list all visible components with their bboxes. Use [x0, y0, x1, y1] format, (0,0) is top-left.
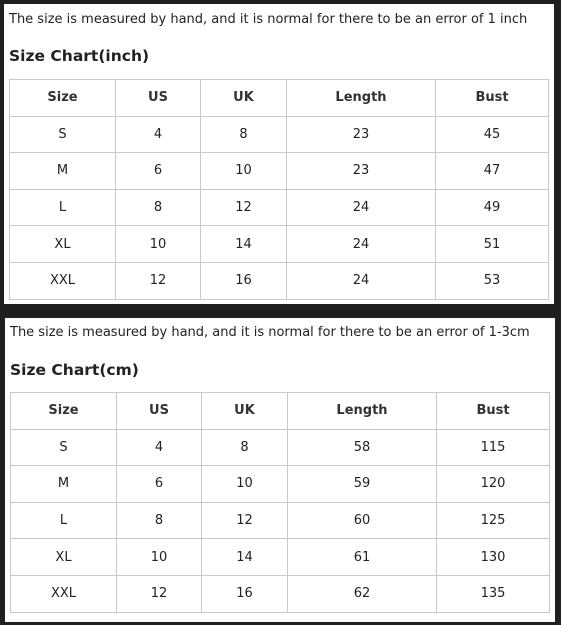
cell-size: M	[11, 466, 117, 503]
cell-length: 24	[287, 189, 436, 226]
cell-uk: 12	[201, 189, 287, 226]
table-header-row	[10, 80, 549, 117]
cell-us: 8	[117, 502, 202, 539]
header-length: Length	[288, 393, 437, 430]
table-row	[11, 539, 550, 576]
header-size: Size	[10, 80, 116, 117]
header-uk: UK	[201, 80, 287, 117]
cell-length: 61	[288, 539, 437, 576]
cell-bust: 45	[436, 116, 549, 153]
cell-length: 23	[287, 153, 436, 190]
cell-size: XL	[11, 539, 117, 576]
cell-bust: 47	[436, 153, 549, 190]
cell-size: S	[11, 429, 117, 466]
cell-length: 59	[288, 466, 437, 503]
size-chart-cm-panel	[5, 318, 555, 622]
cell-us: 4	[117, 429, 202, 466]
table-row	[10, 262, 549, 299]
header-uk: UK	[202, 393, 288, 430]
size-table-cm	[10, 392, 550, 613]
table-row	[10, 189, 549, 226]
cell-uk: 8	[202, 429, 288, 466]
cell-uk: 16	[202, 575, 288, 612]
table-header-row	[11, 393, 550, 430]
cell-uk: 16	[201, 262, 287, 299]
header-bust: Bust	[437, 393, 550, 430]
cell-uk: 14	[201, 226, 287, 263]
table-row	[10, 116, 549, 153]
table-row	[11, 429, 550, 466]
cell-length: 60	[288, 502, 437, 539]
chart-title: Size Chart(cm)	[10, 361, 139, 379]
cell-uk: 8	[201, 116, 287, 153]
cell-bust: 115	[437, 429, 550, 466]
cell-size: XL	[10, 226, 116, 263]
cell-bust: 51	[436, 226, 549, 263]
cell-us: 6	[116, 153, 201, 190]
table-row	[10, 226, 549, 263]
cell-length: 23	[287, 116, 436, 153]
cell-size: S	[10, 116, 116, 153]
size-table-inch	[9, 79, 549, 300]
cell-bust: 53	[436, 262, 549, 299]
cell-uk: 10	[202, 466, 288, 503]
cell-us: 10	[116, 226, 201, 263]
cell-uk: 14	[202, 539, 288, 576]
header-us: US	[116, 80, 201, 117]
cell-us: 6	[117, 466, 202, 503]
cell-us: 8	[116, 189, 201, 226]
size-chart-inch-panel	[4, 4, 554, 304]
cell-bust: 130	[437, 539, 550, 576]
cell-length: 24	[287, 226, 436, 263]
cell-size: L	[11, 502, 117, 539]
cell-us: 12	[117, 575, 202, 612]
cell-bust: 125	[437, 502, 550, 539]
table-row	[11, 466, 550, 503]
cell-size: M	[10, 153, 116, 190]
cell-us: 4	[116, 116, 201, 153]
cell-bust: 120	[437, 466, 550, 503]
cell-bust: 49	[436, 189, 549, 226]
cell-length: 24	[287, 262, 436, 299]
cell-uk: 12	[202, 502, 288, 539]
chart-title: Size Chart(inch)	[9, 47, 150, 65]
cell-us: 10	[117, 539, 202, 576]
header-us: US	[117, 393, 202, 430]
cell-size: L	[10, 189, 116, 226]
cell-length: 58	[288, 429, 437, 466]
cell-size: XXL	[11, 575, 117, 612]
measurement-note: The size is measured by hand, and it is normal for there to be an error of 1-3cm	[10, 325, 530, 340]
cell-uk: 10	[201, 153, 287, 190]
cell-us: 12	[116, 262, 201, 299]
header-size: Size	[11, 393, 117, 430]
cell-length: 62	[288, 575, 437, 612]
cell-size: XXL	[10, 262, 116, 299]
header-bust: Bust	[436, 80, 549, 117]
table-row	[11, 575, 550, 612]
measurement-note: The size is measured by hand, and it is normal for there to be an error of 1 inch	[9, 12, 528, 27]
cell-bust: 135	[437, 575, 550, 612]
header-length: Length	[287, 80, 436, 117]
table-row	[11, 502, 550, 539]
table-row	[10, 153, 549, 190]
